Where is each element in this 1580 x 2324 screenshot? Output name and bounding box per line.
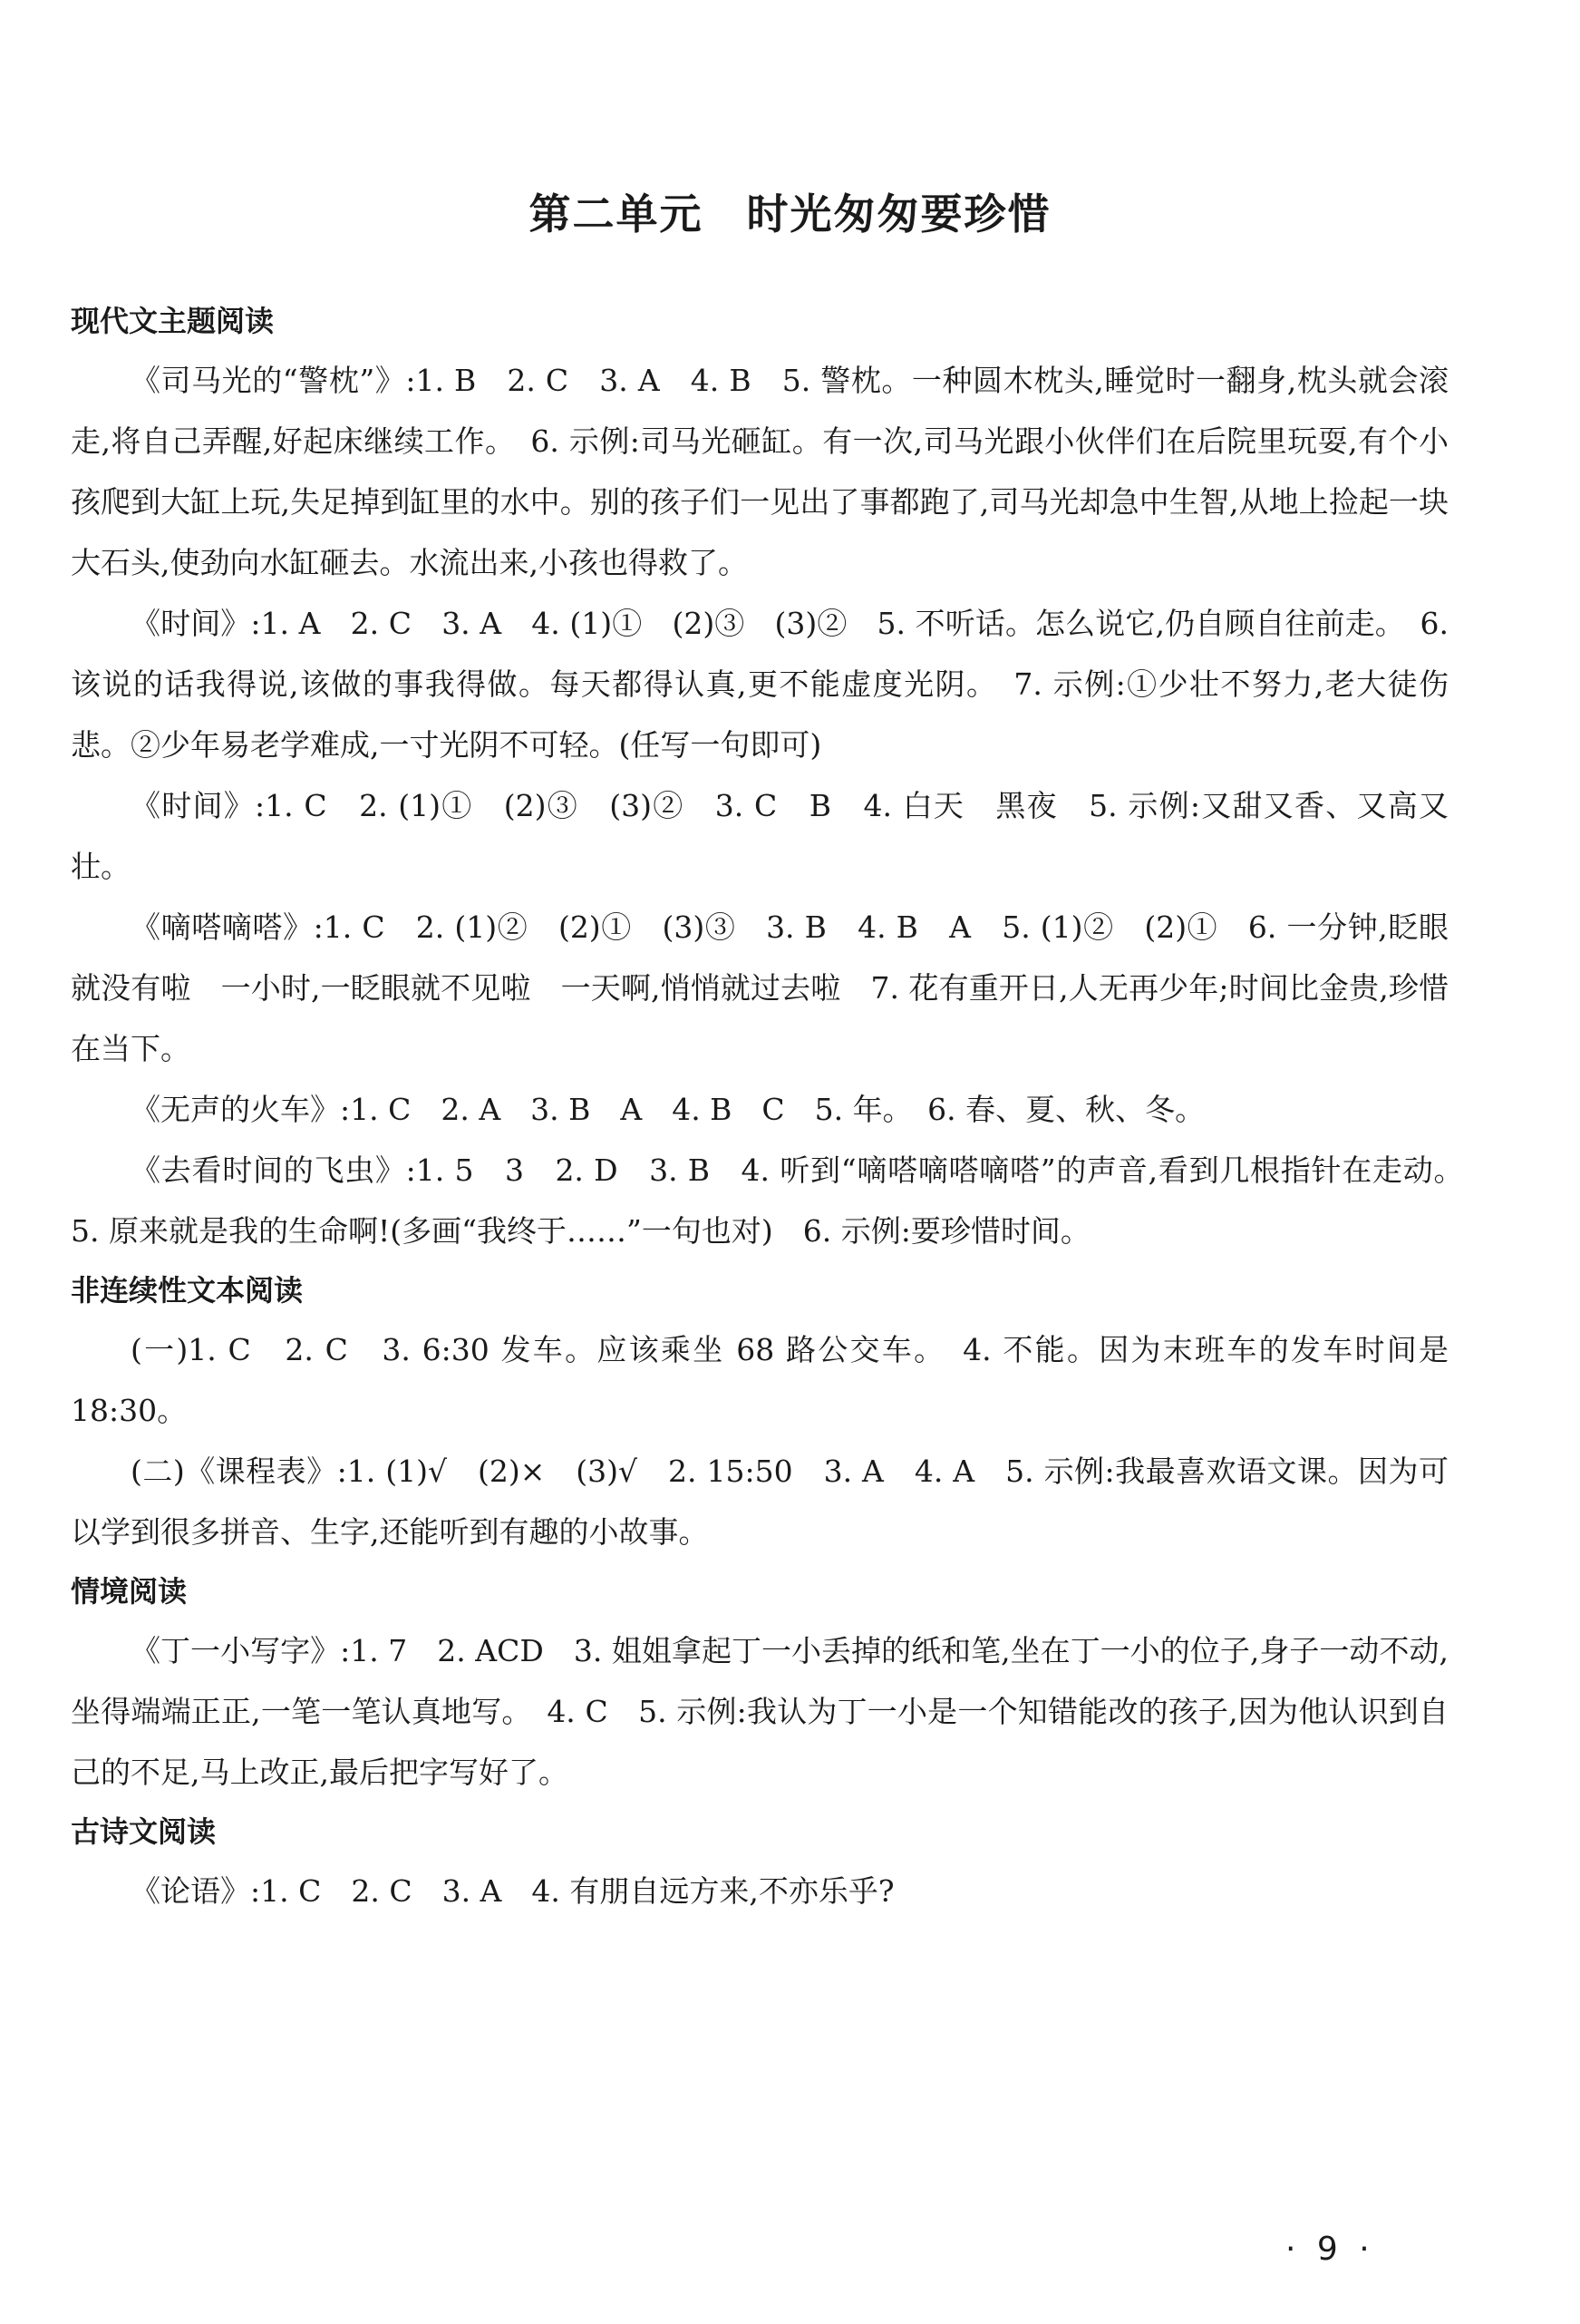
answer-paragraph: 《无声的火车》:1. C 2. A 3. B A 4. B C 5. 年。 6. 春、夏、秋、冬。 bbox=[131, 1092, 1206, 1127]
section-heading: 非连续性文本阅读 bbox=[71, 1273, 304, 1308]
section-heading: 古诗文阅读 bbox=[71, 1814, 217, 1849]
page-content bbox=[71, 292, 1478, 1921]
answer-paragraph: 《时间》:1. A 2. C 3. A 4. (1)① (2)③ (3)② 5. 不听话。怎么说它,仍自顾自往前走。 6. 该说的话我得说,该做的事我得做。每天都得认真,更不能虚度光阴。 7. 示例:①少壮不努力,老大徒伤悲。②少年易老学难成,一寸光阴不可轻。(任写一句即可) bbox=[71, 606, 1459, 763]
section-heading: 现代文主题阅读 bbox=[71, 304, 275, 338]
answer-paragraph: 《丁一小写字》:1. 7 2. ACD 3. 姐姐拿起丁一小丢掉的纸和笔,坐在丁一小的位子,身子一动不动,坐得端端正正,一笔一笔认真地写。 4. C 5. 示例:我认为丁一小是一个知错能改的孩子,因为他认识到自己的不足,马上改正,最后把字写好了。 bbox=[71, 1633, 1449, 1790]
section-noncontinuous-reading bbox=[71, 1261, 1459, 1562]
answer-paragraph: 《论语》:1. C 2. C 3. A 4. 有朋自远方来,不亦乐乎? bbox=[131, 1873, 895, 1909]
answer-paragraph: 《嘀嗒嘀嗒》:1. C 2. (1)② (2)① (3)③ 3. B 4. B A 5. (1)② (2)① 6. 一分钟,眨眼就没有啦 一小时,一眨眼就不见啦 一天啊,悄悄就过去啦 7. 花有重开日,人无再少年;时间比金贵,珍惜在当下。 bbox=[71, 909, 1449, 1066]
answer-paragraph: (二)《课程表》:1. (1)√ (2)× (3)√ 2. 15:50 3. A 4. A 5. 示例:我最喜欢语文课。因为可以学到很多拼音、生字,还能听到有趣的小故事。 bbox=[71, 1454, 1449, 1550]
page-number: · 9 · bbox=[1285, 2231, 1375, 2268]
unit-title: 第二单元 时光匆匆要珍惜 bbox=[528, 190, 1052, 238]
section-classical-reading bbox=[71, 1803, 1449, 1921]
answer-paragraph: 《去看时间的飞虫》:1. 5 3 2. D 3. B 4. 听到“嘀嗒嘀嗒嘀嗒”的声音,看到几根指针在走动。 5. 原来就是我的生命啊!(多画“我终于……”一句也对) 6. 示例:要珍惜时间。 bbox=[71, 1152, 1478, 1249]
answer-paragraph: (一)1. C 2. C 3. 6:30 发车。应该乘坐 68 路公交车。 4. 不能。因为末班车的发车时间是 18:30。 bbox=[71, 1332, 1459, 1428]
section-heading: 情境阅读 bbox=[71, 1574, 188, 1609]
answer-paragraph: 《时间》:1. C 2. (1)① (2)③ (3)② 3. C B 4. 白天 黑夜 5. 示例:又甜又香、又高又壮。 bbox=[71, 788, 1449, 884]
answer-paragraph: 《司马光的“警枕”》:1. B 2. C 3. A 4. B 5. 警枕。一种圆木枕头,睡觉时一翻身,枕头就会滚走,将自己弄醒,好起床继续工作。 6. 示例:司马光砸缸。有一次,司马光跟小伙伴们在后院里玩耍,有个小孩爬到大缸上玩,失足掉到缸里的水中。别的孩子们一见出了事都跑了,司马光却急中生智,从地上捡起一块大石头,使劲向水缸砸去。水流出来,小孩也得救了。 bbox=[71, 363, 1449, 580]
section-modern-reading bbox=[71, 292, 1478, 1261]
section-situational-reading bbox=[71, 1562, 1449, 1803]
